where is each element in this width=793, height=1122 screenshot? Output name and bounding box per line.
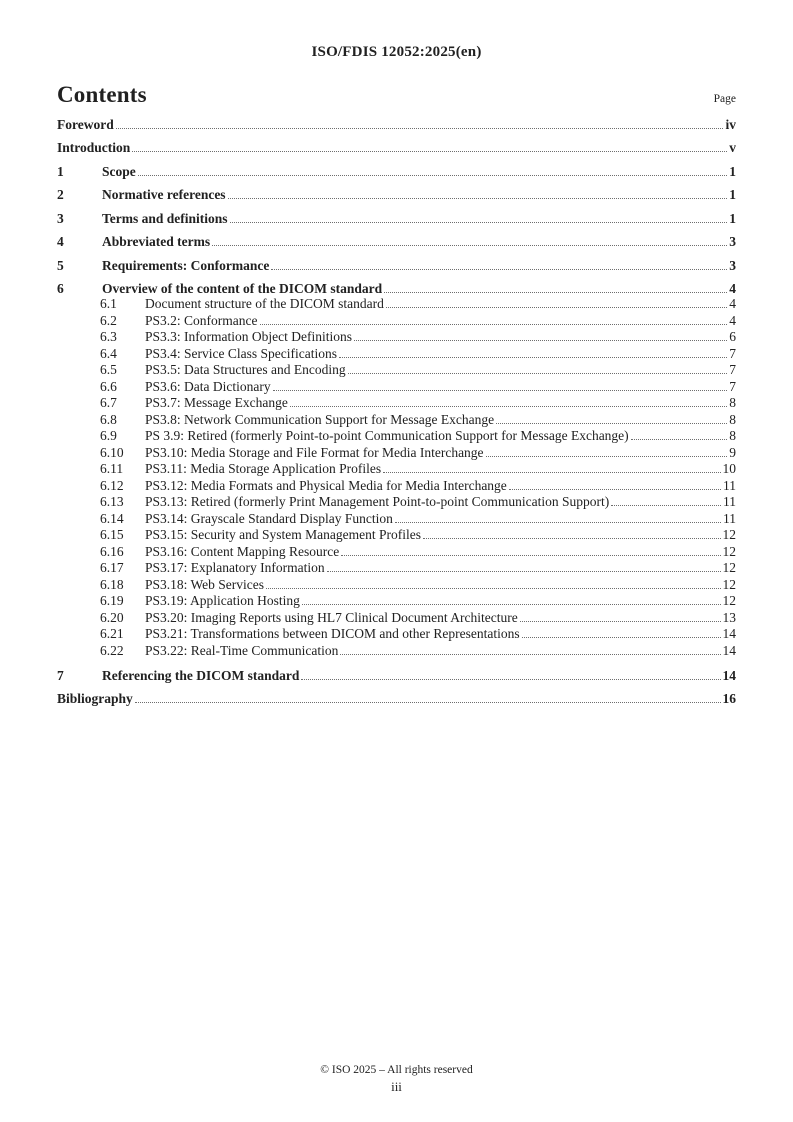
toc-entry-title: Abbreviated terms xyxy=(102,234,211,249)
toc-entry-page: 14 xyxy=(722,626,736,641)
toc-leader-dots xyxy=(327,570,721,572)
toc-entry-title: Foreword xyxy=(57,116,114,132)
toc-entry xyxy=(57,117,736,132)
toc-entry xyxy=(57,626,736,643)
toc-entry-title: PS3.17: Explanatory Information xyxy=(145,560,325,575)
toc-entry xyxy=(57,164,736,179)
toc-entry xyxy=(57,691,736,706)
toc-entry-page: 12 xyxy=(722,593,736,608)
toc-leader-dots xyxy=(341,554,720,556)
toc-entry-number: 6.16 xyxy=(100,543,124,559)
toc-entry-page: 1 xyxy=(729,163,736,179)
toc-entry xyxy=(57,296,736,313)
toc-entry-page: 10 xyxy=(722,461,736,476)
toc-entry-number: 6.8 xyxy=(100,411,117,427)
toc-entry-number: 6.22 xyxy=(100,642,124,658)
contents-title: Contents xyxy=(57,82,147,107)
toc-entry-title: PS3.10: Media Storage and File Format for Media Interchange xyxy=(145,444,484,460)
toc-entry xyxy=(57,329,736,346)
toc-entry-page: 12 xyxy=(722,527,736,542)
toc-entry-title: PS3.20: Imaging Reports using HL7 Clinical Document Architecture xyxy=(145,609,518,625)
toc-entry-title: PS3.11: Media Storage Application Profiles xyxy=(145,461,382,476)
toc-entry-number: 2 xyxy=(57,187,64,202)
toc-entry xyxy=(57,461,736,478)
toc-entry-page: 3 xyxy=(729,257,736,273)
toc-leader-dots xyxy=(116,127,724,129)
toc-entry xyxy=(57,527,736,544)
toc-entry-page: 11 xyxy=(723,477,736,493)
toc-entry-title: PS3.18: Web Services xyxy=(145,576,265,592)
toc-entry xyxy=(57,234,736,249)
toc-entry xyxy=(57,428,736,445)
toc-entry-page: iv xyxy=(725,116,736,132)
toc-entry-number: 6.17 xyxy=(100,560,124,575)
toc-entry xyxy=(57,346,736,363)
toc-entry-page: 3 xyxy=(729,234,736,249)
toc-entry-page: v xyxy=(729,140,736,155)
toc-leader-dots xyxy=(135,701,721,703)
toc-entry-number: 6.1 xyxy=(100,296,117,311)
toc-entry-number: 6.2 xyxy=(100,312,117,328)
toc-leader-dots xyxy=(302,603,721,605)
toc-entry-page: 8 xyxy=(729,395,736,410)
toc-entry-title: PS3.3: Information Object Definitions xyxy=(145,329,352,344)
toc-leader-dots xyxy=(228,197,728,199)
toc-entry xyxy=(57,187,736,202)
toc-leader-dots xyxy=(266,587,720,589)
toc-entry-title: PS3.15: Security and System Management Profiles xyxy=(145,527,421,542)
document-reference-header: ISO/FDIS 12052:2025(en) xyxy=(311,44,482,60)
toc-leader-dots xyxy=(386,306,727,308)
toc-entry-page: 9 xyxy=(729,444,736,460)
toc-leader-dots xyxy=(348,372,728,374)
toc-entry-title: PS3.16: Content Mapping Resource xyxy=(145,543,340,559)
toc-entry xyxy=(57,140,736,155)
toc-entry-title: PS3.2: Conformance xyxy=(145,312,258,328)
toc-entry-page: 12 xyxy=(722,576,736,592)
toc-entry-number: 6.4 xyxy=(100,345,117,361)
toc-entry xyxy=(57,643,736,660)
page-footer xyxy=(0,1063,793,1096)
toc-entry-page: 14 xyxy=(722,642,736,658)
toc-entry xyxy=(57,511,736,528)
toc-leader-dots xyxy=(354,339,727,341)
toc-entry-title: Referencing the DICOM standard xyxy=(102,667,300,683)
toc-entry-title: Document structure of the DICOM standard xyxy=(145,296,384,311)
toc-leader-dots xyxy=(271,268,727,270)
toc-entry-page: 7 xyxy=(729,362,736,377)
toc-entry-number: 6.15 xyxy=(100,527,124,542)
toc-entry xyxy=(57,577,736,594)
toc-entry-page: 12 xyxy=(722,560,736,575)
toc-entry-page: 4 xyxy=(729,296,736,311)
toc-entry-title: Normative references xyxy=(102,187,226,202)
toc-entry xyxy=(57,379,736,396)
toc-entry xyxy=(57,211,736,226)
toc-leader-dots xyxy=(230,221,728,223)
toc-entry-title: Overview of the content of the DICOM standard xyxy=(102,281,383,296)
toc-leader-dots xyxy=(260,323,728,325)
toc-entry xyxy=(57,544,736,561)
toc-entry-number: 1 xyxy=(57,163,64,179)
toc-entry-title: PS3.19: Application Hosting xyxy=(145,593,300,608)
toc-entry-title: PS3.8: Network Communication Support for Message Exchange xyxy=(145,411,495,427)
toc-entry xyxy=(57,412,736,429)
toc-entry-number: 6.10 xyxy=(100,444,124,460)
toc-leader-dots xyxy=(384,291,727,293)
toc-leader-dots xyxy=(132,150,727,152)
toc-entry xyxy=(57,313,736,330)
toc-entry-number: 5 xyxy=(57,257,64,273)
folio-page-number: iii xyxy=(391,1079,402,1094)
toc-entry-title: Scope xyxy=(102,163,136,179)
toc-entry-number: 7 xyxy=(57,667,64,683)
toc-leader-dots xyxy=(395,521,721,523)
toc-entry-number: 6.11 xyxy=(100,461,124,476)
toc-leader-dots xyxy=(423,537,721,539)
toc-leader-dots xyxy=(301,678,720,680)
toc-entry-title: Bibliography xyxy=(57,691,133,706)
toc-entry-page: 13 xyxy=(722,609,736,625)
toc-entry-number: 6 xyxy=(57,281,64,296)
toc-leader-dots xyxy=(212,244,727,246)
toc-entry-title: Requirements: Conformance xyxy=(102,257,270,273)
toc-entry xyxy=(57,445,736,462)
toc-leader-dots xyxy=(631,438,728,440)
page-column-label: Page xyxy=(713,93,736,105)
toc-entry-number: 6.13 xyxy=(100,494,124,509)
toc-entry-number: 6.19 xyxy=(100,593,124,608)
toc-entry-page: 7 xyxy=(729,345,736,361)
toc-entry-title: PS3.13: Retired (formerly Print Management Point-to-point Communication Support) xyxy=(145,494,610,509)
toc-entry-page: 1 xyxy=(729,210,736,226)
toc-entry-page: 16 xyxy=(722,691,736,706)
toc-entry xyxy=(57,281,736,296)
toc-entry-page: 4 xyxy=(729,281,736,296)
toc-entry xyxy=(57,593,736,610)
toc-entry-title: PS3.7: Message Exchange xyxy=(145,395,288,410)
toc-entry-page: 7 xyxy=(729,378,736,394)
toc-entry-page: 11 xyxy=(723,494,736,509)
toc-entry-number: 6.20 xyxy=(100,609,124,625)
toc-entry-number: 6.9 xyxy=(100,428,117,443)
toc-entry-title: PS3.22: Real-Time Communication xyxy=(145,642,339,658)
toc-entry-number: 6.7 xyxy=(100,395,117,410)
toc-entry-title: PS3.12: Media Formats and Physical Media for Media Interchange xyxy=(145,477,507,493)
toc-entry-title: PS3.5: Data Structures and Encoding xyxy=(145,362,346,377)
toc-entry-number: 6.6 xyxy=(100,378,117,394)
toc-leader-dots xyxy=(520,620,721,622)
copyright-notice: © ISO 2025 – All rights reserved xyxy=(320,1064,473,1076)
toc-leader-dots xyxy=(522,636,721,638)
toc-entry-title: Introduction xyxy=(57,140,131,155)
toc-entry-number: 6.18 xyxy=(100,576,124,592)
toc-leader-dots xyxy=(290,405,727,407)
contents-heading-row xyxy=(57,82,736,108)
toc-entry-title: PS3.4: Service Class Specifications xyxy=(145,345,337,361)
toc-entry-page: 8 xyxy=(729,428,736,443)
toc-entry-page: 4 xyxy=(729,312,736,328)
toc-entry xyxy=(57,258,736,273)
toc-leader-dots xyxy=(273,389,728,391)
toc-entry-number: 6.21 xyxy=(100,626,124,641)
toc-entry xyxy=(57,668,736,683)
toc-entry xyxy=(57,494,736,511)
toc-entry-page: 8 xyxy=(729,411,736,427)
toc-entry-page: 1 xyxy=(729,187,736,202)
contents-section xyxy=(57,82,736,706)
toc-leader-dots xyxy=(339,356,727,358)
toc-entry-number: 4 xyxy=(57,234,64,249)
toc-list xyxy=(57,117,736,707)
toc-entry-number: 6.5 xyxy=(100,362,117,377)
toc-entry-title: PS3.6: Data Dictionary xyxy=(145,378,271,394)
toc-entry xyxy=(57,560,736,577)
toc-entry-page: 12 xyxy=(722,543,736,559)
toc-leader-dots xyxy=(611,504,721,506)
toc-entry-number: 6.12 xyxy=(100,477,124,493)
toc-entry-number: 6.14 xyxy=(100,510,124,526)
toc-leader-dots xyxy=(383,471,720,473)
toc-entry-page: 6 xyxy=(729,329,736,344)
toc-entry xyxy=(57,395,736,412)
toc-entry-page: 11 xyxy=(723,510,736,526)
toc-entry-title: PS3.14: Grayscale Standard Display Function xyxy=(145,510,393,526)
toc-entry-title: PS 3.9: Retired (formerly Point-to-point Communication Support for Message Exchange) xyxy=(145,428,629,443)
toc-entry-number: 3 xyxy=(57,210,64,226)
toc-leader-dots xyxy=(509,488,721,490)
toc-leader-dots xyxy=(138,174,728,176)
toc-entry-title: PS3.21: Transformations between DICOM and other Representations xyxy=(145,626,520,641)
toc-entry-page: 14 xyxy=(722,667,736,683)
toc-leader-dots xyxy=(340,653,720,655)
toc-leader-dots xyxy=(486,455,728,457)
toc-entry xyxy=(57,610,736,627)
toc-entry xyxy=(57,478,736,495)
toc-entry xyxy=(57,362,736,379)
toc-entry-title: Terms and definitions xyxy=(102,210,228,226)
toc-entry-number: 6.3 xyxy=(100,329,117,344)
toc-leader-dots xyxy=(496,422,727,424)
